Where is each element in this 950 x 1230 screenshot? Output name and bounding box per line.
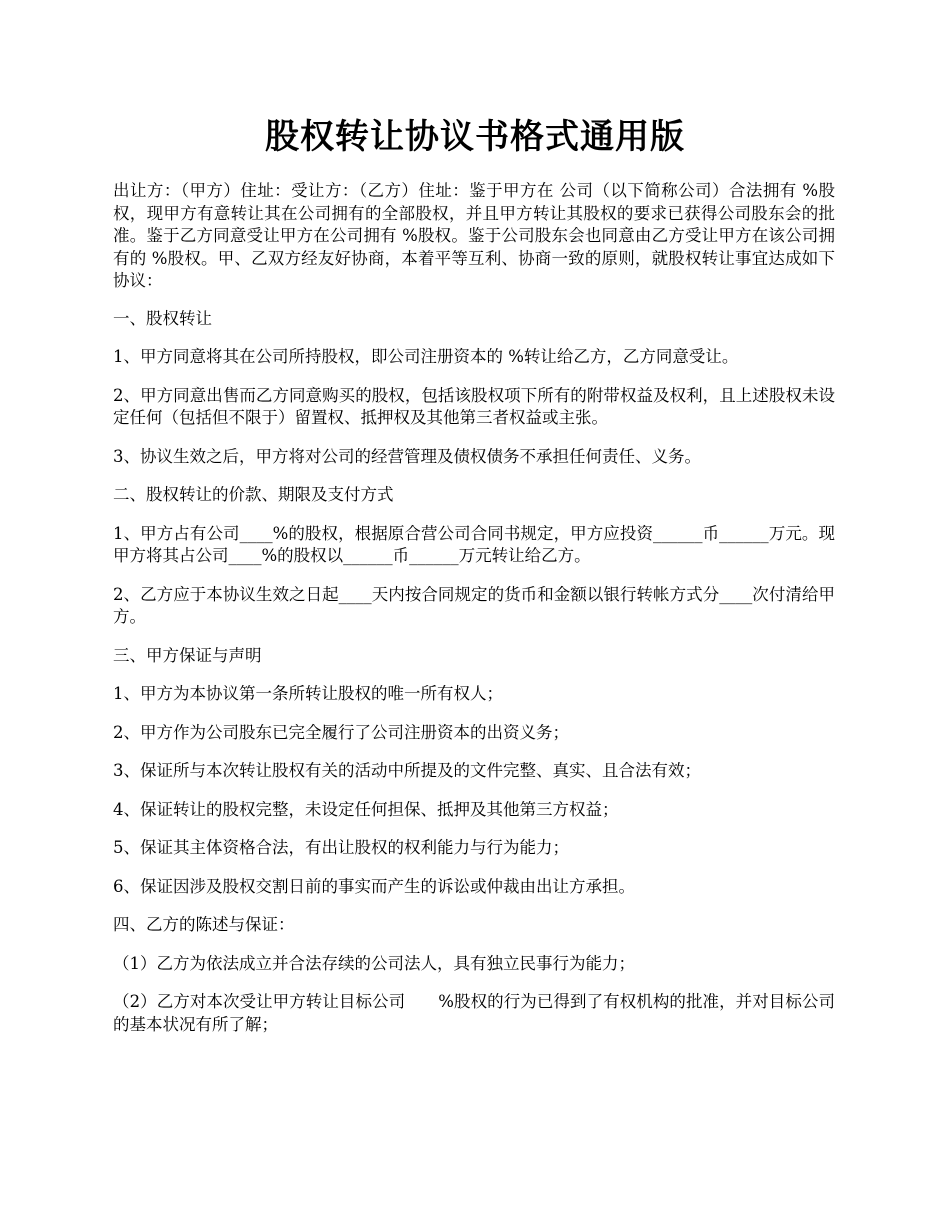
- section-heading-1: 一、股权转让: [113, 308, 212, 328]
- clause-2-2: 2、乙方应于本协议生效之日起____天内按合同规定的货币和金额以银行转帐方式分____次付清给甲方。: [113, 584, 835, 626]
- clause-4-2: （2）乙方对本次受让甲方转让目标公司 %股权的行为已得到了有权机构的批准，并对目标公司的基本状况有所了解；: [113, 992, 835, 1034]
- document-title: 股权转让协议书格式通用版: [265, 117, 685, 157]
- intro-paragraph: 出让方：（甲方）住址：受让方：（乙方）住址：鉴于甲方在 公司（以下简称公司）合法拥有 %股权，现甲方有意转让其在公司拥有的全部股权，并且甲方转让其股权的要求已获得公司股东会的批准。鉴于乙方同意受让甲方在公司拥有 %股权。鉴于公司股东会也同意由乙方受让甲方在该公司拥有的 %股权。甲、乙双方经友好协商，本着平等互利、协商一致的原则，就股权转让事宜达成如下协议：: [113, 181, 835, 290]
- clause-1-1: 1、甲方同意将其在公司所持股权，即公司注册资本的 %转让给乙方，乙方同意受让。: [113, 347, 739, 366]
- clause-4-1: （1）乙方为依法成立并合法存续的公司法人，具有独立民事行为能力；: [113, 953, 635, 973]
- clause-1-3: 3、协议生效之后，甲方将对公司的经营管理及债权债务不承担任何责任、义务。: [113, 446, 701, 466]
- clause-3-1: 1、甲方为本协议第一条所转让股权的唯一所有权人；: [113, 684, 503, 703]
- document-body: [113, 180, 835, 1052]
- clause-1-2: 2、甲方同意出售而乙方同意购买的股权，包括该股权项下所有的附带权益及权利，且上述股权未设定任何（包括但不限于）留置权、抵押权及其他第三者权益或主张。: [113, 385, 835, 427]
- clause-3-3: 3、保证所与本次转让股权有关的活动中所提及的文件完整、真实、且合法有效；: [113, 761, 701, 780]
- section-heading-4: 四、乙方的陈述与保证：: [113, 915, 295, 934]
- section-heading-2: 二、股权转让的价款、期限及支付方式: [113, 485, 394, 504]
- clause-3-4: 4、保证转让的股权完整，未设定任何担保、抵押及其他第三方权益；: [113, 799, 619, 819]
- clause-3-6: 6、保证因涉及股权交割日前的事实而产生的诉讼或仲裁由出让方承担。: [113, 876, 635, 896]
- clause-2-1: 1、甲方占有公司____%的股权，根据原合营公司合同书规定，甲方应投资______币______万元。现甲方将其占公司____%的股权以______币______万元转让给乙方。: [113, 523, 835, 565]
- clause-3-5: 5、保证其主体资格合法，有出让股权的权利能力与行为能力；: [113, 838, 569, 857]
- section-heading-3: 三、甲方保证与声明: [113, 645, 262, 665]
- clause-3-2: 2、甲方作为公司股东已完全履行了公司注册资本的出资义务；: [113, 722, 569, 742]
